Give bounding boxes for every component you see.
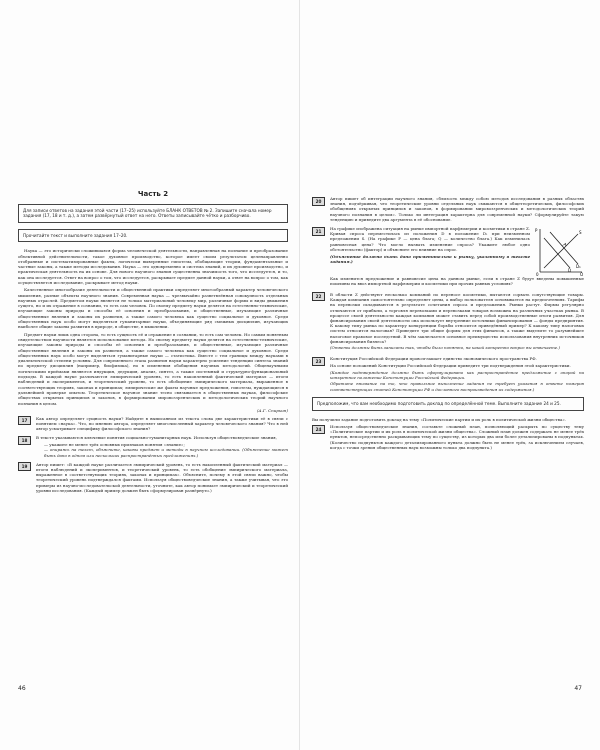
choose-prompt-box: Предположим, что вам необходимо подготовить доклад по определённой теме. Выполните задание 24 и 25.	[312, 397, 584, 410]
text-paragraph-1: Наука — это исторически сложившаяся форма человеческой деятельности, направленная на познание и преобразование объективной действительности, такое духовное производство, которое имеет своим результатом целенаправленно отобранные и систематизированные факты, логически выверенные гипотезы, обобщающие теории, фундаментальные и частные законы, а также методы исследования. Наука — это одновременно и система знаний, и их духовное производство, и практическая деятельность на их основе. Для нового научного знания существенна значимость того, что исследуется, и то, как она исследуется. Ответ на вопрос о том, что исследуется, раскрывает предмет данной науки, а ответ на вопрос о том, как осуществляется исследование, раскрывает метод науки.	[18, 248, 288, 285]
text-paragraph-2: Качественное многообразие деятельности и общественной практики определяет многообразный характер человеческого мышления, разные объекты научного знания. Современная наука — чрезвычайно разветвлённая совокупность отдельных научных отраслей. Предметом науки является не только материальный человеку мир, различные формы и виды движения сущего, но и их отражение в сознании, то есть сам человек. По своему предмету науки делятся на естественно-технические, изучающие законы природы и способы её освоения и преобразования, и общественные, изучающие различные общественные явления и законы их развития, а также самого человека как существо социальное и духовное. Среди общественных наук особо могут выделяться гуманитарные науки, объединяющие ряд смежных дисциплин, изучающих наиболее общие законы развития в природе, в обществе, в мышлении.	[18, 287, 288, 330]
task-19	[18, 462, 288, 493]
task-number: 22	[312, 292, 325, 301]
task-18	[18, 435, 288, 457]
task-number: 24	[312, 425, 325, 434]
task21-tail: Как изменится предложение и равновесие цена на данном рынке, если в стране Z будут введены повышенные пошлины на ввоз импортной парфюмерии и косметики при прочих равных условиях?	[330, 276, 584, 287]
demand-curve	[544, 238, 570, 268]
task-20	[312, 196, 584, 222]
task22-tail: (Ответы должны быть записаны так, чтобы было понятно, на какой конкретно вопрос вы отвечаете.)	[330, 345, 560, 351]
task-24	[312, 424, 584, 450]
curve-label-d1: D₁	[576, 264, 581, 270]
read-prompt-box: Прочитайте текст и выполните задания 17–20.	[18, 229, 288, 242]
task-text	[36, 435, 288, 457]
task-text: Используя обществоведческие знания, составьте сложный план, позволяющий раскрыть по существу тему «Политические партии и их роль в политической жизни общества». Сложный план должен содержать не менее трёх пунктов, непосредственно раскрывающих тему по существу, из которых два или более детализированы в подпунктах. (Количество подпунктов каждого детализированного пункта должно быть не менее трёх, за исключением случаев, когда с точки зрения общественных наук возможны только два подпункта.)	[330, 424, 584, 450]
text-source: (А.Г. Спиркин)	[257, 407, 288, 413]
page-number-right: 47	[574, 685, 582, 692]
task-number: 17	[18, 416, 31, 425]
demand-curve-d1	[550, 232, 578, 264]
task-text: Автор пишет об интеграции научного знания, «близость между собою методов исследования в разных областях знания, подчёркивая, что теоретические уровни отдельных наук смыкаются в общетеоретических, философских обобщениях открытых принципов и законов, в формировании мировоззренческих и методологических теорий научного познания в целом». Только ли интеграция характерна для современной науки? Сформулируйте такую тенденцию и приведите два аргумента в её обоснование.	[330, 196, 584, 222]
task22-body: В области Z действуют несколько компаний по переносе косметики, пытаются сорвать сопутствующие товары. Каждая компания самостоятельно определяет цены, а выбор пользователя основывается на предпочтениях. Тарифы на перевозки складываются в результате сочетания спроса и предложения. Рынки растут. Фирмы регулярно отличаются от прибыли, а торговля перевозками и перевозками товаров возможна на различных участках рынка. В процессе своей деятельности каждая компания может ставить перед собой производственные итоги развития. Для финансирования своей деятельности она использует внутренние источники финансирования — фонды предприятия. К какому типу рынка по характеру конкуренции борьбы относится приведённый пример? К какому типу налоговых систем относится налоговая? Приведите три общие формы для этих финансов, а также выделите то разумнейшее налоговое правовое последствий. В чём заключается основное преимущество использования внутренних источников финансирования бизнеса?	[330, 291, 584, 344]
task-text	[330, 226, 584, 288]
task-text: Как автор определяет сущность науки? Найдите в выписанном из текста слова две характеристики её в связи с понятием «наука». Что, по мнению автора, определяет многочисленный характер человеческого знания? Что в ней автор усматривает специфику философского знания?	[36, 415, 288, 432]
curve-label-s: S	[579, 230, 582, 236]
task-number: 20	[312, 197, 325, 206]
task-item: — опираясь на текст, объясните, каковы предмет и методы в научном исследовании. (Объяснение может быть дано в одном или нескольких распространённых предложениях.)	[44, 447, 288, 458]
task-21	[312, 226, 584, 288]
task-23	[312, 356, 584, 393]
task21-content	[330, 226, 584, 276]
task23-body: Конституция Российской Федерации провозглашает единство экономического пространства РФ.	[330, 356, 537, 362]
task23-note-2: Обратите внимание на то, что правильное выполнение задания не требует указания в ответе номеров соответствующих статей Конституции РФ и дословного воспроизведения их содержания.)	[330, 381, 584, 392]
curve-label-d: D	[568, 268, 572, 274]
task-17	[18, 416, 288, 432]
right-page	[300, 0, 600, 750]
task-number: 19	[18, 462, 31, 471]
task-text	[330, 356, 584, 393]
task-text	[330, 292, 584, 352]
supply-demand-graph	[534, 226, 584, 276]
supply-curve	[544, 234, 578, 268]
task24-intro: Вы получили задание подготовить доклад на тему «Политические партии и их роль в политической жизни общества».	[312, 416, 567, 422]
task-intro: В тексте указываются ключевые понятия социально-гуманитарных наук. Используя обществоведческие знания,	[36, 435, 277, 441]
instructions-box: Для записи ответов на задания этой части (17–25) используйте БЛАНК ОТВЕТОВ № 2. Запишите сначала номер задания (17, 18 и т. д.), а затем развёрнутый ответ на него. Ответы записывайте чётко и разборчиво.	[18, 204, 288, 223]
task-text: Автор пишет: «В каждой науке различается эмпирический уровень, то есть накопленный фактический материал — итоги наблюдений и экспериментов, и теоретический уровень, то есть обобщение эмпирического материала, выраженное в соответствующих теориях, законах и принципах». Объясните, почему в этой связи важно, чтобы теоретический уровень подтверждался фактами. Используя обществоведческие знания, а также учитывая, что это примеры из научно-исследовательской деятельности, уточните, как автор понимает эмпирический и теоретический уровни исследования. (Каждый пример должен быть сформулирован развёрнуто.)	[36, 461, 288, 493]
task-22	[312, 292, 584, 352]
task21-question	[330, 226, 530, 276]
part-title: Часть 2	[137, 190, 169, 198]
task21-note: (Объяснение должно быть дано применительно к рынку, указанному в тексте задания.)	[330, 253, 530, 264]
task-number: 21	[312, 227, 325, 236]
task-item: — укажите не менее трёх основных признаков понятия «знание»;	[44, 442, 185, 448]
task-number: 18	[18, 436, 31, 445]
task-items	[36, 442, 288, 458]
task21-body: На графике изображена ситуация на рынке импортной парфюмерии и косметики в стране Z. Кривая спроса переместилась из положения D в положение D₁ при неизменном предложении S. (На графике P — цена блага; Q — количество блага.) Как изменилась равновесная цена? Что могло вызвать изменение спроса? Укажите любое одно обстоятельство (фактор) и объясните его влияние на спрос.	[330, 226, 530, 252]
origin-label: 0	[536, 272, 539, 277]
task23-note: (Каждое подтверждение должно быть сформулировано как распространённое предложение с опорой на конкретное положение Конституции Российской Федерации.	[330, 369, 584, 380]
page-number-left: 46	[18, 685, 26, 692]
task-number: 23	[312, 357, 325, 366]
task23-body-b: На основе положений Конституции Российской Федерации приведите три подтверждения этой характеристики.	[330, 362, 571, 368]
axis-label-q: Q	[580, 272, 584, 277]
shift-arrow	[562, 243, 566, 246]
axis-label-p: P	[535, 228, 538, 234]
text-paragraph-3: Предмет науки лишь одна сторона, то есть сущность её и отражение в сознании, то есть сам человек. Но самым понятным свидетельством научности является использование метода. Но своему предмету науки делятся на естественно-технические, изучающие законы природы и способы её освоения и преобразования, и общественные, изучающие различные общественные явления и законы их развития, а также самого человека как существо социальное и духовное. Среди общественных наук особо могут выделяться гуманитарные науки — статистика. Вместе с тем границы между науками в диалектической степени условны. Для современного этапа развития науки характерно усиление тенденции синтеза знаний по предмету дисциплин (например, биофизика), но в изменения обобщения научных методологий. Общенаучными логическими приёмами являются индукция, дедукция, анализ, синтез, а также системный и структурно-функциональный подходы. В каждой науке различаются эмпирический уровень, то есть накопленный фактический материал — итоги наблюдений и экспериментов, и теоретический уровень, то есть обобщение эмпирического материала, выраженное в соответствующих теориях, законах и принципах; эмпирические же факты научные предложения, гипотезы, нуждающиеся в дальнейшей проверке опытом. Теоретическое научное знание тесно связывается в общественных науках, философские обществах открытых принципов и законов, в формировании мировоззренческих и методологических теорий научного познания в целом.	[18, 331, 288, 406]
